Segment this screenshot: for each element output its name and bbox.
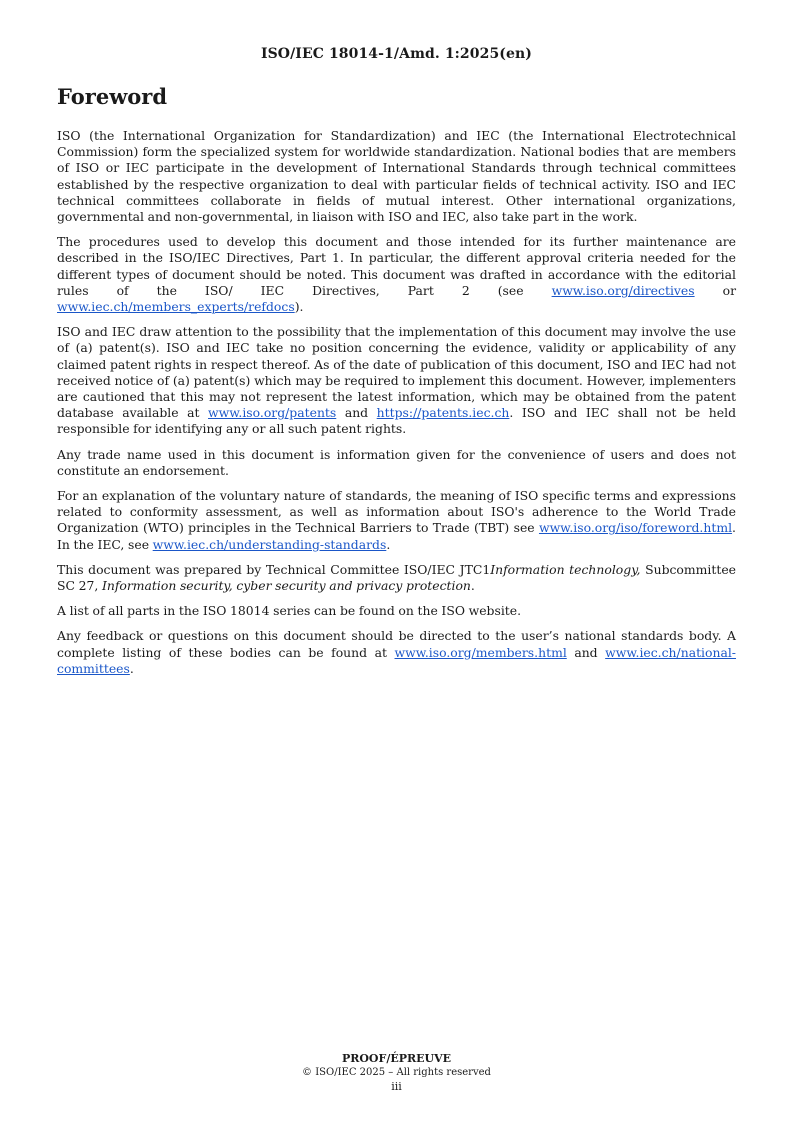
- link-iec-national-committees[interactable]: www.iec.ch/national-committees: [57, 644, 736, 676]
- paragraph-organizations: ISO (the International Organization for Standardization) and IEC (the International Electrotechnical Commission) form the specialized system for worldwide standardization. National bodies that are members of ISO or IEC participate in the development of International Standards through technical committees established by the respective organization to deal with particular fields of technical activity. ISO and IEC technical committees collaborate in fields of mutual interest. Other international organizations, governmental and non-governmental, in liaison with ISO and IEC, also take part in the work.: [57, 128, 736, 225]
- paragraph-text: The procedures used to develop this document and those intended for its further maintenance are described in the ISO/IEC Directives, Part 1. In particular, the different approval criteria needed for the different types of document should be noted. This document was drafted in accordance with the editorial rules of the ISO/ IEC Directives, Part 2 (see: [57, 234, 736, 298]
- paragraph-text: Subcommittee SC 27,: [57, 561, 736, 594]
- paragraph-text: ).: [294, 299, 304, 315]
- paragraph-text: and: [336, 405, 377, 421]
- paragraph-text: Any feedback or questions on this document should be directed to the user’s national standards body. A complete listing of these bodies can be found at: [57, 628, 736, 660]
- paragraph-feedback: [57, 628, 736, 677]
- page-footer: [0, 1052, 793, 1094]
- committee-title: Information technology,: [490, 561, 641, 577]
- paragraph-text: For an explanation of the voluntary nature of standards, the meaning of ISO specific terms and expressions related to conformity assessment, as well as information about ISO's adherence to the World Trade Organization (WTO) principles in the Technical Barriers to Trade (TBT) see: [57, 488, 736, 536]
- paragraph-voluntary-nature: [57, 488, 736, 553]
- paragraph-text: This document was prepared by Technical Committee ISO/IEC JTC1: [57, 561, 491, 577]
- document-id-header: ISO/IEC 18014-1/Amd. 1:2025(en): [260, 46, 533, 62]
- link-iso-directives[interactable]: www.iso.org/directives: [551, 282, 695, 298]
- subcommittee-title: Information security, cyber security and privacy protection: [101, 578, 471, 594]
- paragraph-committee: [57, 562, 736, 594]
- paragraph-procedures: [57, 234, 736, 315]
- paragraph-text: ISO and IEC draw attention to the possibility that the implementation of this document may involve the use of (a) patent(s). ISO and IEC take no position concerning the evidence, validity or applicability of any claimed patent rights in respect thereof. As of the date of publication of this document, ISO and IEC had not received notice of (a) patent(s) which may be required to implement this document. However, implementers are cautioned that this may not represent the latest information, which may be obtained from the patent database available at: [57, 324, 736, 421]
- paragraph-text: . ISO and IEC shall not be held responsible for identifying any or all such patent rights.: [57, 405, 736, 437]
- paragraph-text: or: [694, 282, 736, 298]
- paragraph-patents: [57, 324, 736, 437]
- paragraph-trade-name: Any trade name used in this document is information given for the convenience of users and does not constitute an endorsement.: [57, 446, 736, 478]
- link-iso-foreword[interactable]: www.iso.org/iso/foreword.html: [538, 520, 733, 536]
- link-iec-understanding-standards[interactable]: www.iec.ch/understanding-standards: [152, 536, 387, 552]
- page-number: iii: [391, 1080, 402, 1093]
- link-iec-patents[interactable]: https://patents.iec.ch: [376, 405, 510, 421]
- paragraph-text: . In the IEC, see: [57, 520, 736, 552]
- link-iso-patents[interactable]: www.iso.org/patents: [208, 405, 337, 421]
- paragraph-text: .: [386, 536, 391, 552]
- paragraph-text: .: [470, 578, 475, 594]
- paragraph-text: and: [566, 644, 606, 660]
- link-iso-members[interactable]: www.iso.org/members.html: [394, 644, 567, 660]
- page-title: Foreword: [57, 84, 168, 109]
- copyright-notice: © ISO/IEC 2025 – All rights reserved: [302, 1067, 491, 1078]
- link-iec-refdocs[interactable]: www.iec.ch/members_experts/refdocs: [57, 299, 295, 315]
- proof-label: PROOF/ÉPREUVE: [341, 1052, 452, 1065]
- paragraph-series-list: A list of all parts in the ISO 18014 series can be found on the ISO website.: [57, 603, 522, 619]
- foreword-body: [57, 128, 736, 686]
- paragraph-text: .: [129, 660, 134, 676]
